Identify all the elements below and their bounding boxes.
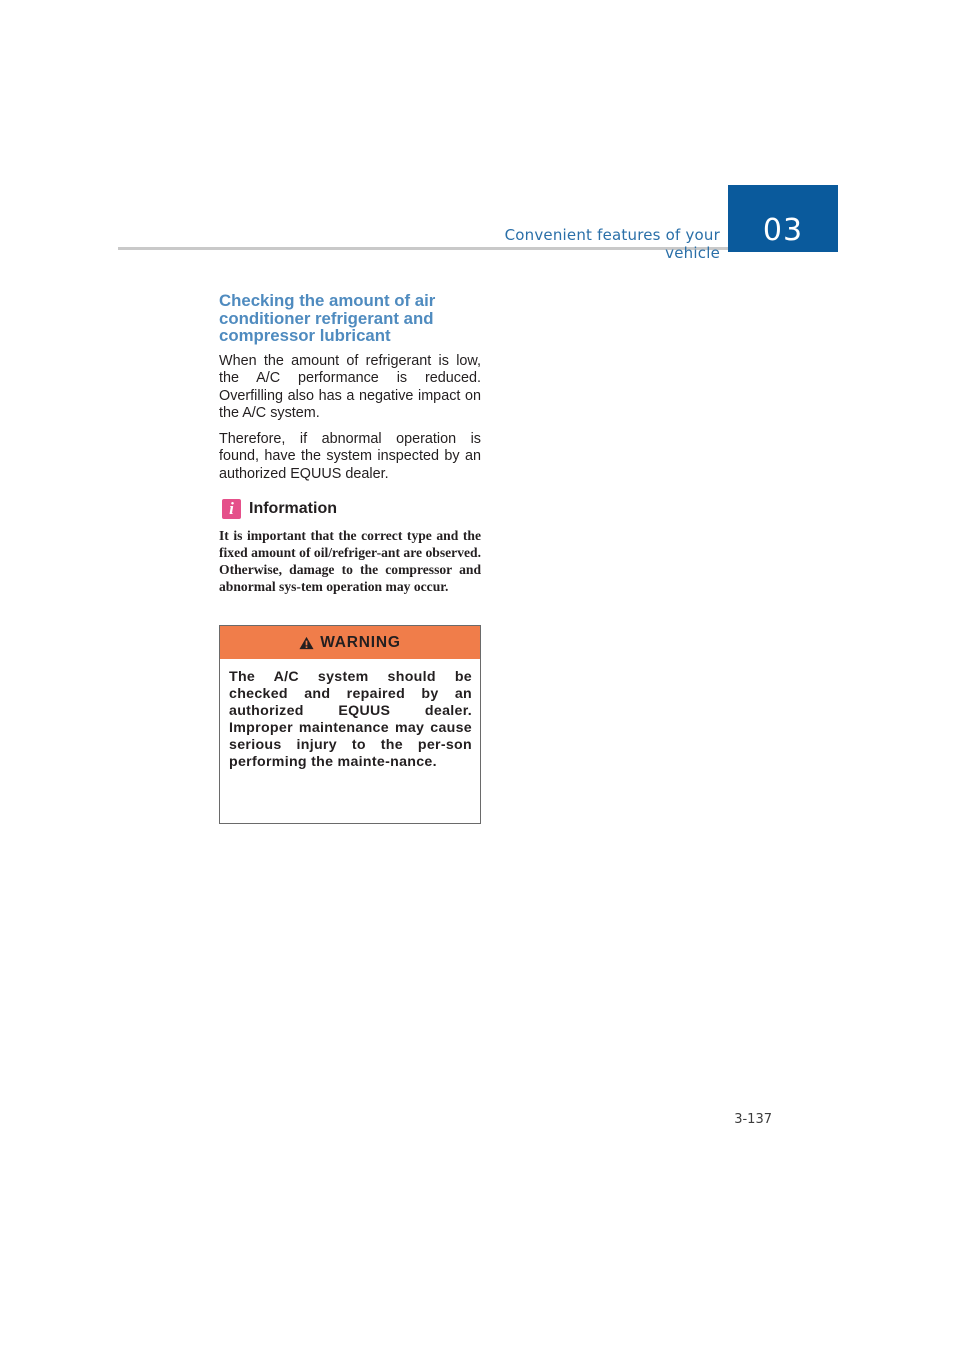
warning-triangle-icon [299,636,314,650]
warning-label: WARNING [320,633,401,651]
information-header [219,498,481,520]
header-section-title: Convenient features of your vehicle [504,226,720,262]
information-label: Information [249,500,337,517]
information-text: It is important that the correct type and the fixed amount of oil/refriger-ant are observed. Otherwise, damage to the compressor and abnormal sys-tem operation may occur. [219,528,481,594]
warning-header [220,626,480,659]
page-number: 3-137 [734,1112,772,1127]
paragraph-refrigerant-low: When the amount of refrigerant is low, the A/C performance is reduced. Overfilling also has a negative impact on the A/C system. [219,352,481,421]
section-title-line-2: conditioner refrigerant and [219,308,434,328]
main-content [219,292,481,595]
chapter-tab [728,185,838,252]
paragraph-inspection: Therefore, if abnormal operation is found, have the system inspected by an authorized EQUUS dealer. [219,430,481,482]
section-title-line-3: compressor lubricant [219,326,391,345]
chapter-number: 03 [762,213,804,248]
warning-box [219,625,481,824]
info-icon: i [222,499,241,519]
warning-text: The A/C system should be checked and repaired by an authorized EQUUS dealer. Improper maintenance may cause serious injury to the per-son performing the mainte-nance. [229,669,472,770]
section-title-line-1: Checking the amount of air [219,291,436,310]
section-title [219,292,481,345]
